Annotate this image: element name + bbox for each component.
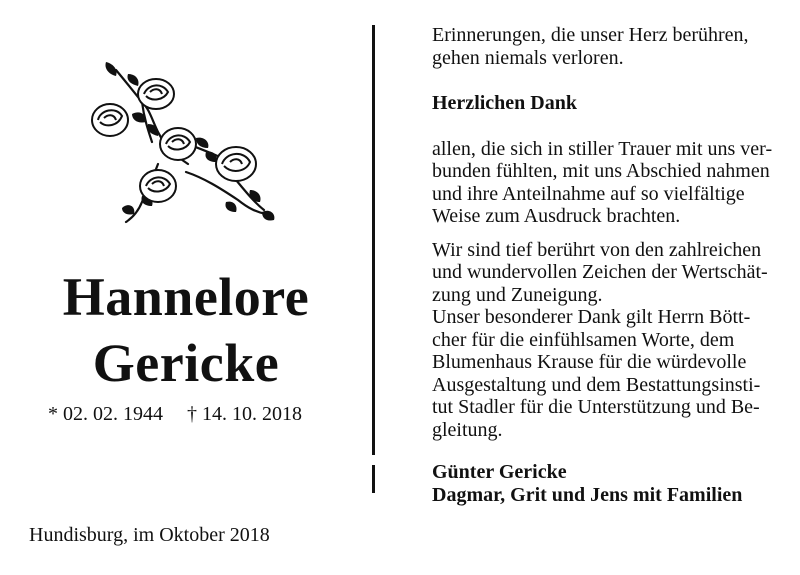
- left-column: [0, 0, 372, 575]
- paragraph-3: [432, 306, 774, 441]
- text-line: bunden fühlten, mit uns Abschied nahmen: [432, 160, 770, 182]
- place-and-date: Hundisburg, im Oktober 2018: [29, 524, 270, 546]
- text-line: Weise zum Ausdruck brachten.: [432, 205, 681, 227]
- roses-icon: [86, 52, 282, 228]
- verse: [432, 24, 774, 69]
- text-line: Ausgestaltung und dem Bestattungsinsti-: [432, 373, 761, 396]
- text-line: tut Stadler für die Unterstützung und Be-: [432, 396, 760, 418]
- paragraph-2: [432, 239, 774, 307]
- signature-line: Dagmar, Grit und Jens mit Familien: [432, 483, 743, 506]
- verse-line: Erinnerungen, die unser Herz berühren,: [432, 24, 749, 46]
- verse-line: gehen niemals verloren.: [432, 46, 624, 69]
- text-line: gleitung.: [432, 418, 503, 441]
- column-divider-top: [372, 25, 375, 455]
- text-line: allen, die sich in stiller Trauer mit uns ver-: [432, 137, 773, 160]
- right-column: [432, 24, 774, 506]
- deceased-first-name: Hannelore: [62, 267, 310, 327]
- text-line: cher für die einfühlsamen Worte, dem: [432, 328, 735, 351]
- text-line: Unser besonderer Dank gilt Herrn Bött-: [432, 306, 751, 328]
- signature-line: Günter Gericke: [432, 461, 567, 483]
- birth-date: * 02. 02. 1944: [48, 403, 163, 425]
- death-date: † 14. 10. 2018: [187, 403, 302, 425]
- paragraph-1: [432, 138, 774, 228]
- deceased-last-name: Gericke: [92, 333, 280, 393]
- text-line: und wundervollen Zeichen der Wertschät-: [432, 261, 768, 283]
- text-line: und ihre Anteilnahme auf so vielfältige: [432, 182, 745, 205]
- column-divider-bottom: [372, 465, 375, 493]
- text-line: Blumenhaus Krause für die würdevolle: [432, 351, 747, 373]
- text-line: zung und Zuneigung.: [432, 283, 603, 306]
- signatures: [432, 461, 774, 506]
- text-line: Wir sind tief berührt von den zahlreichen: [432, 238, 762, 261]
- thanks-heading: Herzlichen Dank: [432, 92, 577, 114]
